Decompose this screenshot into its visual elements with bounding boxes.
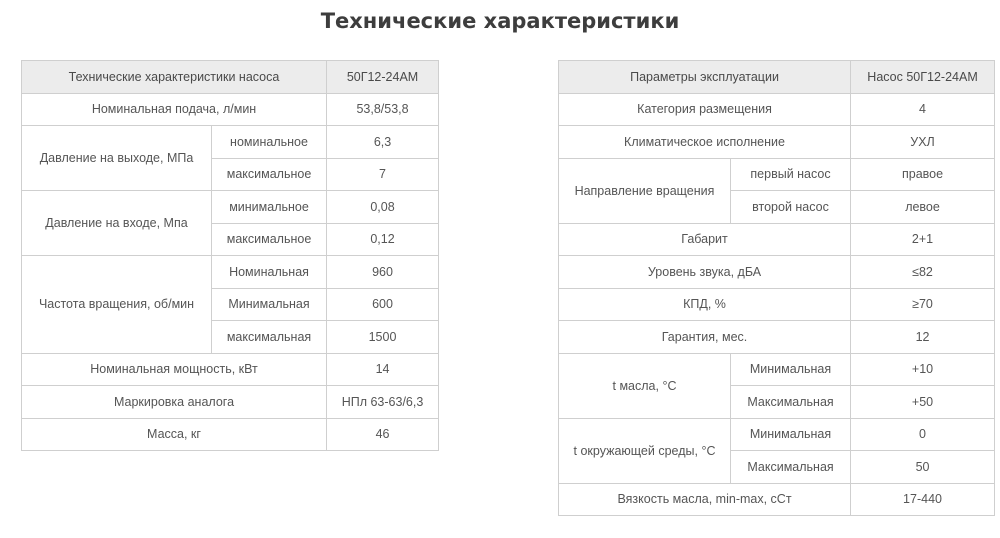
table-row: [22, 353, 439, 386]
table-row: [559, 353, 995, 386]
table-row: [559, 126, 995, 159]
row-sublabel: Минимальная: [212, 288, 327, 321]
row-value: 7: [327, 158, 439, 191]
row-label: Маркировка аналога: [22, 386, 327, 419]
table-row: [559, 158, 995, 191]
row-value: +50: [851, 386, 995, 419]
row-value: 50: [851, 451, 995, 484]
row-value: 17-440: [851, 483, 995, 516]
table-row: [559, 483, 995, 516]
row-label: КПД, %: [559, 288, 851, 321]
row-value: 53,8/53,8: [327, 93, 439, 126]
operation-params-table: [558, 60, 995, 516]
table-row: [22, 191, 439, 224]
table-row: [559, 288, 995, 321]
header-cell-parameter: Технические характеристики насоса: [22, 61, 327, 94]
table-row: [559, 321, 995, 354]
table-row: [22, 256, 439, 289]
row-sublabel: Номинальная: [212, 256, 327, 289]
page-title: Технические характеристики: [320, 9, 680, 33]
row-sublabel: максимальное: [212, 158, 327, 191]
row-value: +10: [851, 353, 995, 386]
row-group-label: Частота вращения, об/мин: [22, 256, 212, 354]
row-label: Категория размещения: [559, 93, 851, 126]
row-sublabel: номинальное: [212, 126, 327, 159]
row-sublabel: максимальное: [212, 223, 327, 256]
row-group-label: Давление на входе, Мпа: [22, 191, 212, 256]
row-value: 12: [851, 321, 995, 354]
header-cell-model: Насос 50Г12-24АМ: [851, 61, 995, 94]
row-value: 0: [851, 418, 995, 451]
table-row: [559, 223, 995, 256]
row-value: 960: [327, 256, 439, 289]
row-label: Климатическое исполнение: [559, 126, 851, 159]
table-row: [559, 256, 995, 289]
table-row: [22, 126, 439, 159]
row-sublabel: первый насос: [731, 158, 851, 191]
row-value: НПл 63-63/6,3: [327, 386, 439, 419]
row-value: 1500: [327, 321, 439, 354]
row-value: 6,3: [327, 126, 439, 159]
row-group-label: Направление вращения: [559, 158, 731, 223]
row-sublabel: Минимальная: [731, 353, 851, 386]
row-label: Габарит: [559, 223, 851, 256]
pump-specs-table: [21, 60, 439, 451]
row-sublabel: максимальная: [212, 321, 327, 354]
row-value: 600: [327, 288, 439, 321]
row-value: ≤82: [851, 256, 995, 289]
row-sublabel: минимальное: [212, 191, 327, 224]
row-value: 2+1: [851, 223, 995, 256]
table-header-row: [22, 61, 439, 94]
row-value: 14: [327, 353, 439, 386]
table-row: [559, 418, 995, 451]
table-row: [22, 386, 439, 419]
header-cell-model: 50Г12-24АМ: [327, 61, 439, 94]
row-label: Уровень звука, дБА: [559, 256, 851, 289]
row-value: 0,12: [327, 223, 439, 256]
row-value: УХЛ: [851, 126, 995, 159]
table-row: [559, 93, 995, 126]
table-header-row: [559, 61, 995, 94]
row-value: 0,08: [327, 191, 439, 224]
row-label: Масса, кг: [22, 418, 327, 451]
table-row: [22, 418, 439, 451]
row-group-label: Давление на выходе, МПа: [22, 126, 212, 191]
row-group-label: t масла, °C: [559, 353, 731, 418]
row-label: Номинальная подача, л/мин: [22, 93, 327, 126]
row-value: левое: [851, 191, 995, 224]
table-row: [22, 93, 439, 126]
row-group-label: t окружающей среды, °C: [559, 418, 731, 483]
row-sublabel: Максимальная: [731, 386, 851, 419]
row-value: правое: [851, 158, 995, 191]
row-label: Номинальная мощность, кВт: [22, 353, 327, 386]
header-cell-parameter: Параметры эксплуатации: [559, 61, 851, 94]
row-label: Вязкость масла, min-max, сСт: [559, 483, 851, 516]
row-sublabel: Минимальная: [731, 418, 851, 451]
row-value: ≥70: [851, 288, 995, 321]
row-sublabel: второй насос: [731, 191, 851, 224]
row-value: 4: [851, 93, 995, 126]
row-value: 46: [327, 418, 439, 451]
row-sublabel: Максимальная: [731, 451, 851, 484]
row-label: Гарантия, мес.: [559, 321, 851, 354]
